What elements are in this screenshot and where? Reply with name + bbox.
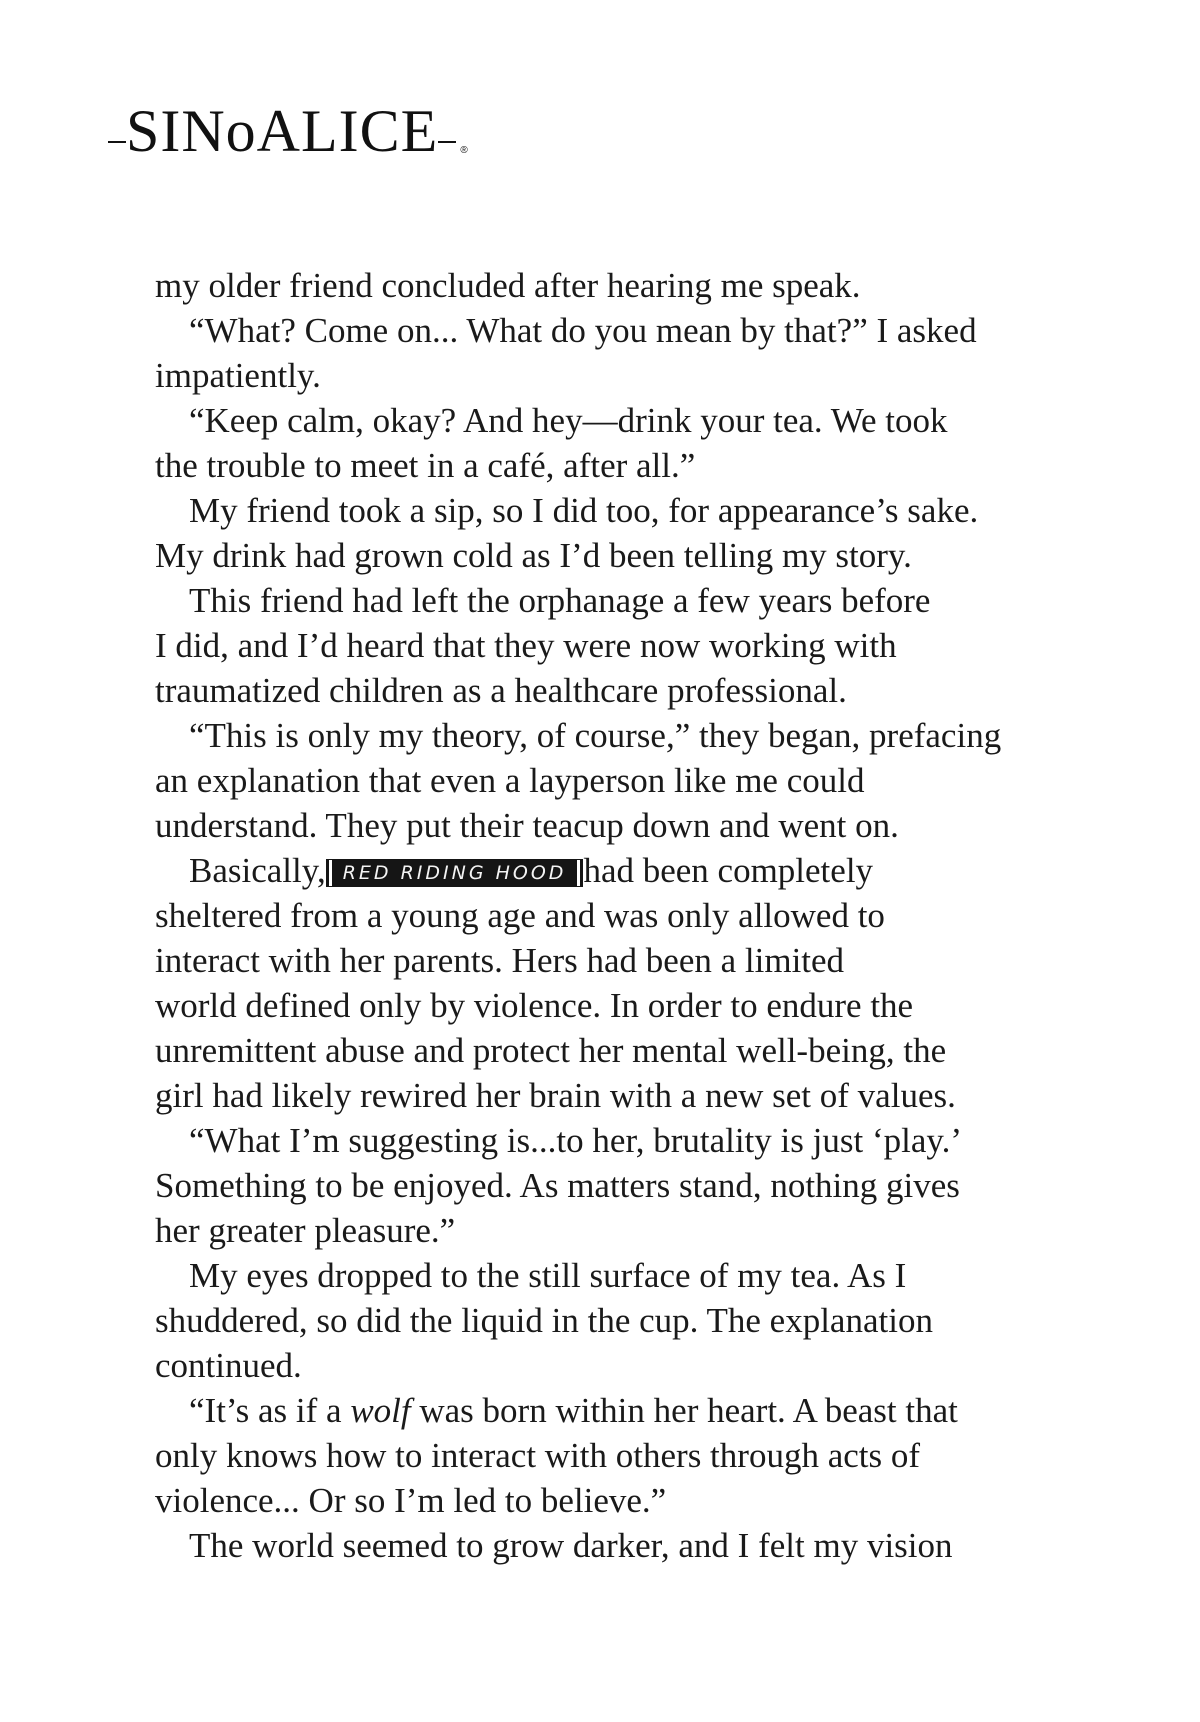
text-line: violence... Or so I’m led to believe.” [155, 1481, 667, 1520]
logo-swash-right [438, 141, 456, 143]
text-line: the trouble to meet in a café, after all.” [155, 446, 696, 485]
line-segment: had been completely [583, 851, 874, 890]
line-segment: Basically, [189, 851, 326, 890]
logo-text: SINoALICE [126, 98, 439, 164]
text-line: “What? Come on... What do you mean by that?” I asked [189, 311, 977, 350]
text-line: her greater pleasure.” [155, 1211, 456, 1250]
text-line: an explanation that even a layperson like me could [155, 761, 865, 800]
text-line: The world seemed to grow darker, and I felt my vision [189, 1526, 953, 1565]
line-segment: “It’s as if a [189, 1391, 342, 1430]
page-body [155, 263, 1055, 1568]
text-line-with-emphasis [155, 1388, 1055, 1433]
text-line: “This is only my theory, of course,” they began, prefacing [189, 716, 1002, 755]
text-line: girl had likely rewired her brain with a new set of values. [155, 1076, 956, 1115]
text-line: impatiently. [155, 356, 321, 395]
text-line: my older friend concluded after hearing me speak. [155, 266, 861, 305]
text-line: “What I’m suggesting is...to her, brutality is just ‘play.’ [189, 1121, 962, 1160]
text-line: I did, and I’d heard that they were now working with [155, 626, 897, 665]
text-line: world defined only by violence. In order to endure the [155, 986, 914, 1025]
text-line-with-name-tag [155, 848, 1055, 893]
text-line: Something to be enjoyed. As matters stand, nothing gives [155, 1166, 960, 1205]
text-line: “Keep calm, okay? And hey—drink your tea. We took [189, 401, 948, 440]
text-line: My drink had grown cold as I’d been telling my story. [155, 536, 912, 575]
text-line: This friend had left the orphanage a few years before [189, 581, 931, 620]
logo-swash-left [108, 141, 126, 143]
character-name-tag: RED RIDING HOOD [332, 859, 578, 887]
text-line: interact with her parents. Hers had been a limited [155, 941, 845, 980]
line-segment: was born within her heart. A beast that [419, 1391, 958, 1430]
text-line: My friend took a sip, so I did too, for appearance’s sake. [189, 491, 979, 530]
text-line: My eyes dropped to the still surface of my tea. As I [189, 1256, 907, 1295]
text-line: unremittent abuse and protect her mental well-being, the [155, 1031, 947, 1070]
text-line: traumatized children as a healthcare professional. [155, 671, 847, 710]
sinoalice-logo [108, 100, 469, 162]
emphasized-word: wolf [350, 1391, 411, 1430]
text-line: shuddered, so did the liquid in the cup. The explanation [155, 1301, 933, 1340]
text-line: only knows how to interact with others through acts of [155, 1436, 921, 1475]
trademark-symbol: ® [460, 145, 469, 156]
text-line: understand. They put their teacup down and went on. [155, 806, 899, 845]
text-line: continued. [155, 1346, 302, 1385]
text-line: sheltered from a young age and was only allowed to [155, 896, 885, 935]
